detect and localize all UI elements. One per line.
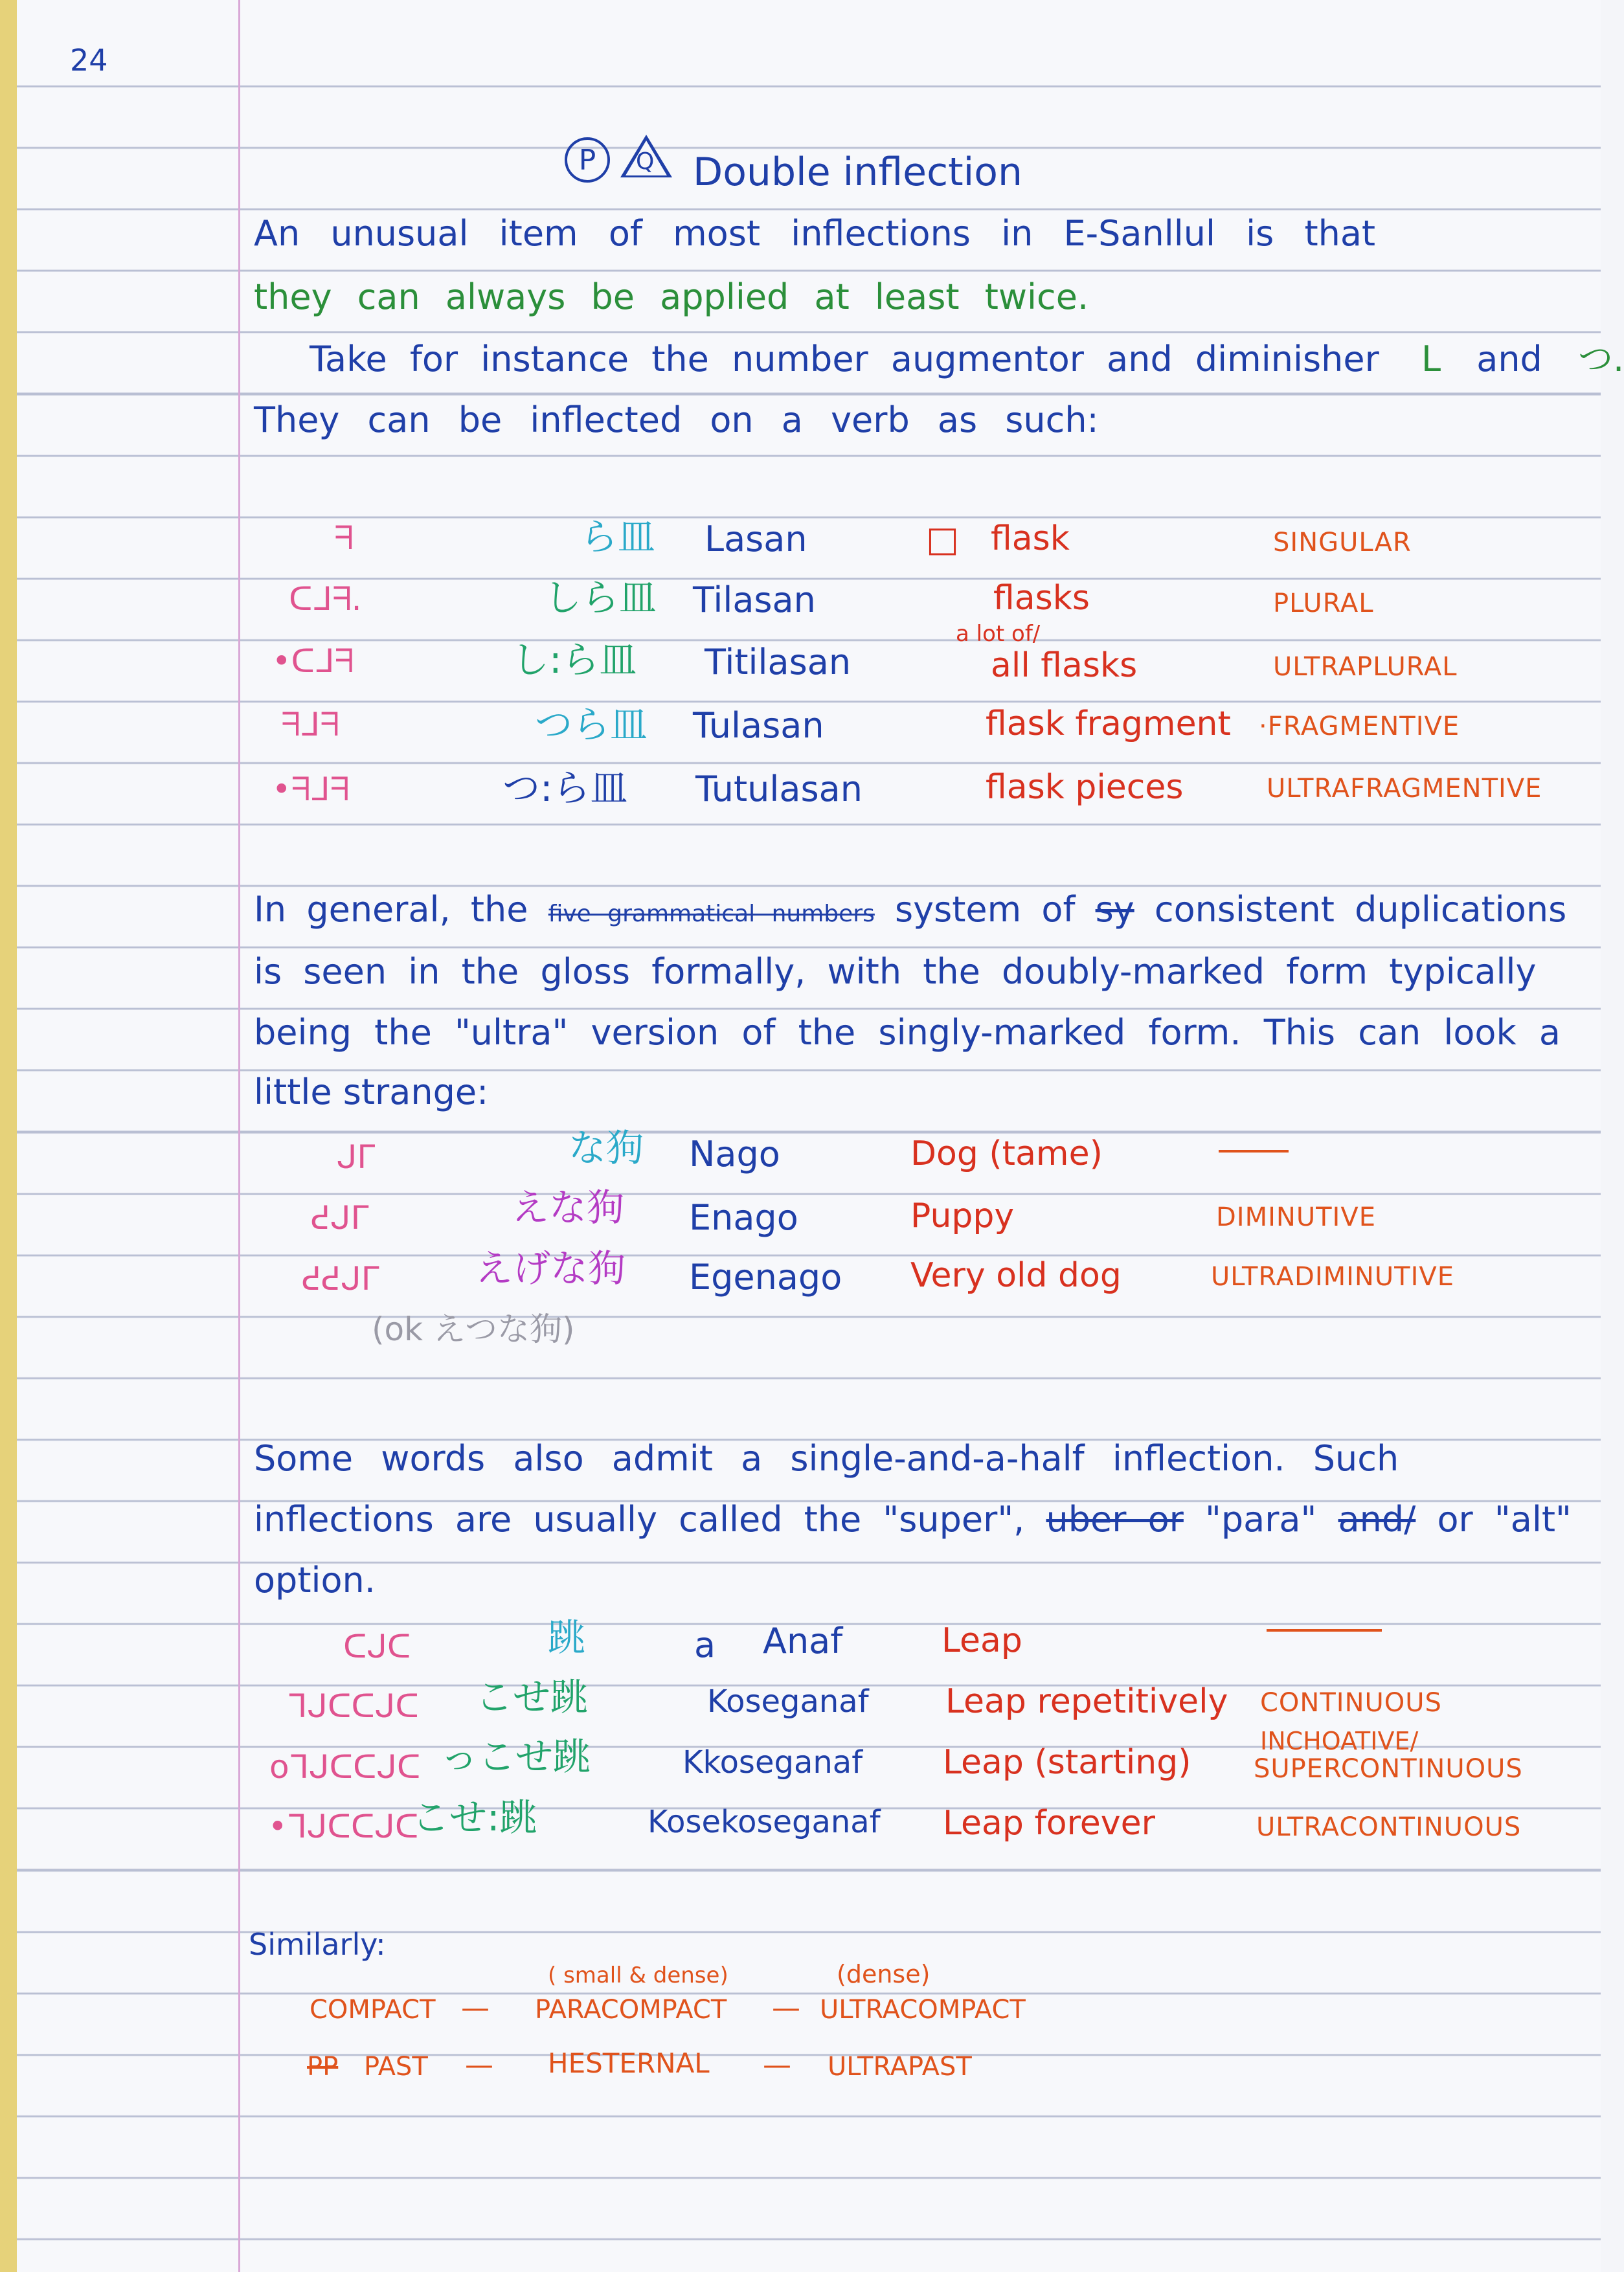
page-number: 24 [70, 43, 108, 78]
intro-line-4: They can be inflected on a verb as such: [254, 399, 1099, 440]
para3-line-2: inflections are usually called the "super", uber or "para" and/ or "alt" [254, 1499, 1572, 1540]
circle-p-icon: P [565, 137, 610, 183]
para2-line-3: being the "ultra" version of the singly-marked form. This can look a [254, 1012, 1561, 1053]
margin-line [238, 0, 240, 2272]
page-title: Double inflection [693, 150, 1023, 195]
triangle-q-icon: Q [620, 135, 672, 180]
para2-line-2: is seen in the gloss formally, with the doubly-marked form typically [254, 951, 1537, 992]
binding-edge [0, 0, 17, 2272]
para2-line-4: little strange: [254, 1072, 489, 1112]
para3-line-1: Some words also admit a single-and-a-half inflection. Such [254, 1438, 1399, 1479]
intro-line-2: they can always be applied at least twice. [254, 276, 1089, 317]
similarly-label: Similarly: [249, 1927, 386, 1962]
table2-note: (ok えつな狗) [372, 1310, 575, 1348]
para3-line-3: option. [254, 1560, 376, 1601]
para2-line-1: In general, the five grammatical numbers system of sy consistent duplications [254, 889, 1567, 930]
intro-line-3: Take for instance the number augmentor and diminisher ᒪ and つ. [310, 339, 1624, 379]
intro-line-1: An unusual item of most inflections in E-Sanllul is that [254, 213, 1376, 254]
